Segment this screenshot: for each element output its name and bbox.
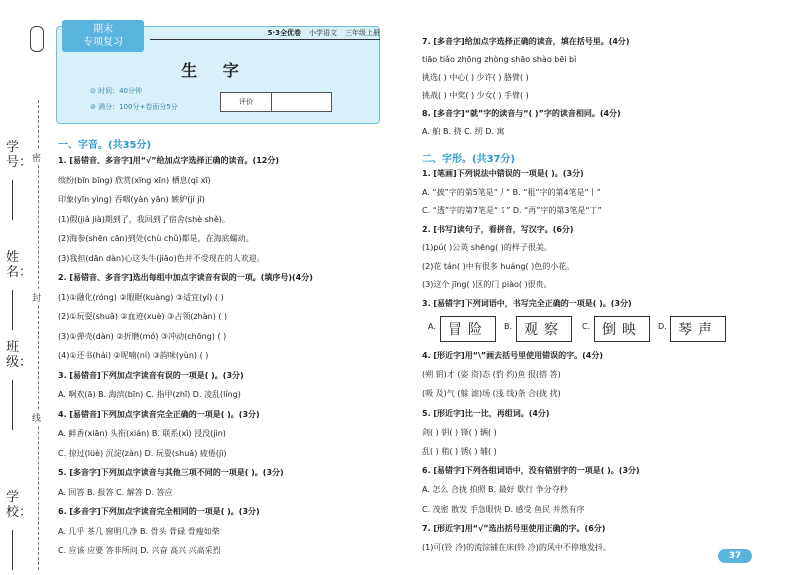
left-question-line: 3. [易错音]下列加点字读音有误的一项是( )。(3分) (58, 370, 244, 380)
evaluation-box (220, 92, 332, 112)
glyph-question-line: C. “透”字的第7笔是“㇌” D. “再”字的第3笔是“丁” (422, 206, 602, 215)
form-question-line: 剑( ) 钥( ) 锋( ) 辆( ) (422, 427, 497, 437)
form-question-line: 5. [形近字]比一比，再组词。(4分) (422, 408, 550, 418)
option-b-label: B. (504, 322, 513, 331)
section-pronunciation-title: 一、字音。(共35分) (58, 140, 152, 151)
glyph-question-line: 1. [笔画]下列说法中错误的一项是( )。(3分) (422, 169, 584, 178)
form-question-line: 4. [形近字]用“\”画去括号里使用错误的字。(4分) (422, 351, 604, 360)
left-question-line: 5. [多音字]下列加点字读音与其他三项不同的一项是( )。(3分) (58, 468, 284, 477)
full-score-text: 满分：100分+卷面分5分 (98, 103, 178, 111)
cut-word-3: 线 (32, 410, 41, 425)
form-question-line: 7. [形近字]用“√”选出括号里使用正确的字。(6分) (422, 523, 606, 533)
option-d-label: D. (658, 322, 667, 331)
series-name: 5·3全优卷 (267, 29, 301, 37)
left-question-line: 印象(yīn yìng) 吞咽(yàn yān) 嫉妒(jí jǐ) (58, 195, 205, 204)
tag-line-2: 专项复习 (83, 37, 123, 48)
right-question-line: A. 舶 B. 挠 C. 纫 D. 寓 (422, 127, 505, 136)
cut-word-2: 封 (32, 290, 41, 305)
grade-name: 三年级上册 (345, 29, 380, 37)
option-d-word: 琴声 (670, 316, 726, 342)
check-circle-icon: ⊘ (90, 103, 99, 111)
right-question-line: tiāo tiǎo zhōng zhòng shāo shào bēi bì (422, 55, 577, 64)
left-question-line: 6. [多音字]下列加点字读音完全相同的一项是( )。(3分) (58, 507, 260, 516)
form-question-line: 乱( ) 稍( ) 锈( ) 辅( ) (422, 447, 497, 456)
option-c-label: C. (582, 322, 591, 331)
left-question-line: (2)海参(shēn cān)到处(chù chǔ)都是，在海底蠕动。 (58, 234, 254, 243)
left-question-line: (1)假(jiǎ jià)期到了，我回到了宿舍(shè shě)。 (58, 214, 230, 224)
left-question-line: 2. [易错音、多音字]选出每组中加点字读音有误的一项。(填序号)(4分) (58, 273, 313, 282)
glyph-question-line: 3. [易错字]下列词语中，书写完全正确的一项是( )。(3分) (422, 298, 632, 308)
right-page (400, 0, 800, 575)
option-a-word: 冒险 (440, 316, 496, 342)
glyph-question-line: (1)pú( )公英 shēng( )的样子很美。 (422, 243, 552, 252)
left-question-line: (4)①还书(hái) ②呢喃(ní) ③韵味(yùn) ( ) (58, 351, 209, 360)
left-question-line: 4. [易错音]下列加点字读音完全正确的一项是( )。(3分) (58, 409, 260, 419)
left-question-line: C. 应该 应要 答非所问 D. 兴奋 高兴 兴高采烈 (58, 546, 221, 555)
right-question-line: 7. [多音字]给加点字选择正确的读音，填在括号里。(4分) (422, 37, 630, 46)
school-label: 学校： (6, 490, 33, 520)
left-question-line: (1)①融化(róng) ②眼眶(kuàng) ③适宜(yí) ( ) (58, 292, 224, 302)
tag-line-1: 期末 (93, 24, 113, 35)
right-question-line: 挑战( ) 中奖( ) 少女( ) 手臂( ) (422, 91, 529, 100)
evaluation-label: 评价 (221, 93, 272, 111)
left-question-line: (3)①弹壳(dàn) ②折磨(mó) ③冲动(chōng) ( ) (58, 331, 227, 341)
glyph-question-line: (2)花 tán( )中有很多 huáng( )色的小花。 (422, 261, 575, 271)
series-line (150, 28, 380, 40)
page-number: 37 (718, 549, 752, 563)
left-question-line: 1. [易错音、多音字]用“√”给加点字选择正确的读音。(12分) (58, 156, 279, 165)
review-tag (62, 20, 144, 52)
option-b-word: 观察 (516, 316, 572, 342)
left-question-line: A. 啊欢(ā) B. 海滨(bīn) C. 指甲(zhī) D. 凌乱(líng) (58, 390, 241, 399)
left-question-line: C. 掠过(lüè) 沉淀(zàn) D. 玩耍(shuǎ) 疲倦(jì) (58, 448, 227, 458)
left-question-line: A. 几乎 茶几 窗明几净 B. 骨头 骨碌 骨瘦如柴 (58, 526, 220, 536)
section-glyph-title: 二、字形。(共37分) (422, 154, 516, 165)
time-text: 时间：40分钟 (98, 87, 143, 95)
form-question-line: (吸 及)气 (躲 滤)场 (浅 线)条 合(拢 扰) (422, 389, 561, 399)
clock-icon: ⊙ (90, 87, 99, 95)
form-question-line: C. 茂密 散发 手急眼快 D. 感受 鱼民 井然有序 (422, 504, 585, 514)
form-question-line: (1)可(铃 冷)的流淙铺在床(铃 冷)的风中不停地发抖。 (422, 543, 611, 552)
left-question-line: A. 回答 B. 报答 C. 解答 D. 答应 (58, 487, 173, 497)
left-question-line: 缤纷(bīn bīng) 欣赏(xīng xīn) 栖息(qī xī) (58, 175, 211, 185)
subject-name: 小学语文 (309, 29, 337, 37)
class-label: 班级： (6, 340, 33, 370)
glyph-question-line: (3)这个 jīng( )区的门 piào( )很贵。 (422, 280, 552, 289)
student-id-label: 学号： (6, 140, 33, 170)
left-question-line: (2)①玩耍(shuǎ) ②血迹(xuè) ③占领(zhàn) ( ) (58, 312, 228, 321)
option-a-label: A. (428, 322, 436, 331)
form-question-line: (朔 钥)才 (姿 资)态 (豹 约)鱼 报(搭 答) (422, 370, 561, 380)
page-title: 生 字 (181, 61, 249, 80)
option-c-word: 倒映 (594, 316, 650, 342)
right-question-line: 8. [多音字]“就”字的读音与“( )”字的读音相同。(4分) (422, 109, 621, 118)
cut-word-1: 密 (32, 150, 41, 165)
right-question-line: 挑选( ) 中心( ) 少许( ) 胳臂( ) (422, 73, 529, 82)
left-question-line: A. 鲜香(xiān) 头衔(xián) B. 联系(xì) 浸没(jìn) (58, 429, 226, 438)
name-label: 姓名： (6, 250, 33, 280)
evaluation-field[interactable] (272, 93, 331, 111)
glyph-question-line: A. “披”字的第5笔是“丿” B. “租”字的第4笔是“丨” (422, 187, 601, 197)
form-question-line: A. 怎么 合拢 拍照 B. 最好 歇行 争分夺秒 (422, 485, 568, 495)
score-info (90, 102, 178, 112)
time-info (90, 86, 142, 96)
glyph-question-line: 2. [书写]读句子，看拼音，写汉字。(6分) (422, 224, 574, 234)
left-question-line: (3)我担(dān dàn)心这头牛(jiāo)色并不受现在的人欢迎。 (58, 253, 265, 263)
form-question-line: 6. [易错字]下列各组词语中，没有错别字的一项是( )。(3分) (422, 466, 640, 476)
